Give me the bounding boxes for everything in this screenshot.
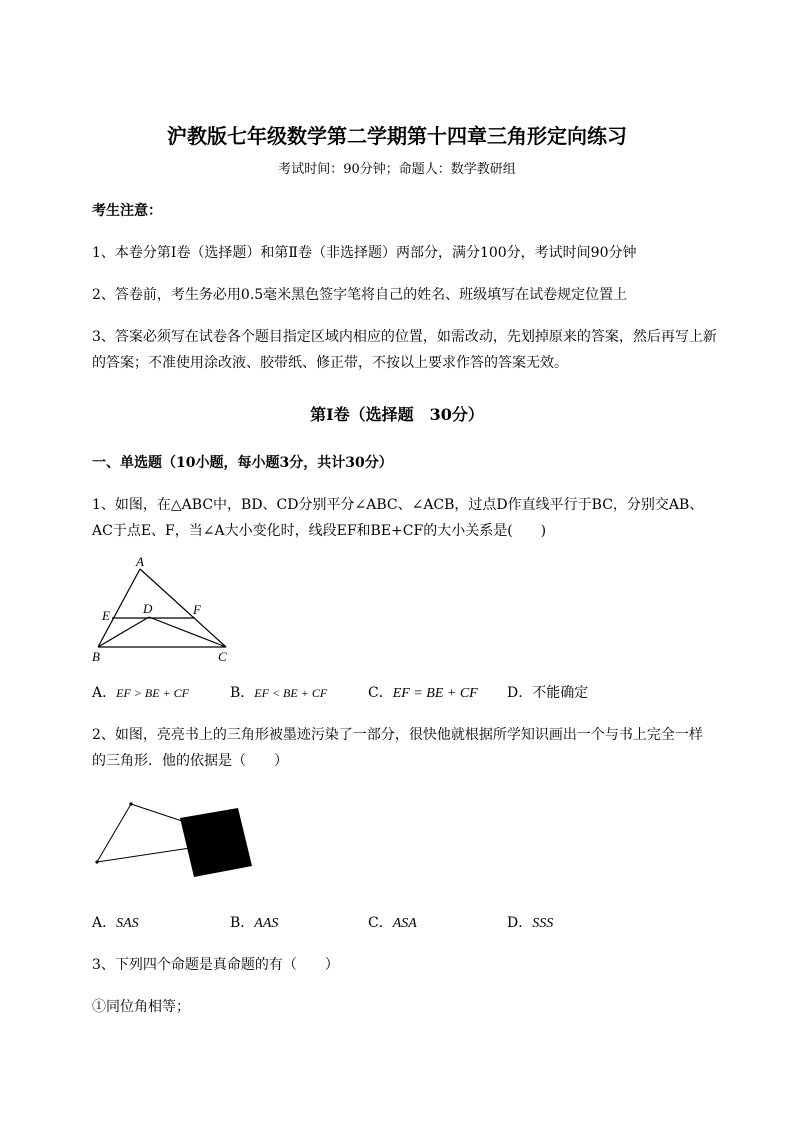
figure-label-d: D bbox=[143, 601, 153, 616]
ink-blot bbox=[180, 808, 252, 877]
exam-info: 考试时间：90分钟；命题人：数学教研组 bbox=[278, 162, 516, 177]
question-3-text: 3、下列四个命题是真命题的有（ ） bbox=[92, 957, 339, 973]
option-text: 不能确定 bbox=[532, 685, 589, 701]
option-text: SSS bbox=[532, 916, 554, 931]
figure-label-a: A bbox=[136, 554, 144, 569]
q2-option-b[interactable] bbox=[230, 912, 278, 932]
note-item-3: 3、答案必须写在试卷各个题目指定区域内相应的位置，如需改动，先划掉原来的答案，然后再写上新 bbox=[92, 329, 717, 345]
question-1-text-continued: AC于点E、F，当∠A大小变化时，线段EF和BE+CF的大小关系是( ) bbox=[92, 523, 547, 539]
q2-option-d[interactable] bbox=[507, 912, 553, 932]
option-letter: C． bbox=[368, 915, 393, 931]
question-3-item-1: ①同位角相等； bbox=[92, 999, 190, 1015]
option-text: SAS bbox=[116, 916, 139, 931]
note-item-3-continued: 的答案；不准使用涂改液、胶带纸、修正带，不按以上要求作答的答案无效。 bbox=[92, 355, 568, 371]
option-text: EF < BE + CF bbox=[254, 686, 328, 700]
page-title: 沪教版七年级数学第二学期第十四章三角形定向练习 bbox=[167, 124, 627, 148]
option-letter: A． bbox=[92, 685, 117, 701]
question-1-text: 1、如图，在△ABC中，BD、CD分别平分∠ABC、∠ACB，过点D作直线平行于BC，分别交AB、 bbox=[92, 497, 704, 513]
option-letter: A． bbox=[92, 915, 117, 931]
option-letter: D． bbox=[507, 685, 533, 701]
option-text: EF = BE + CF bbox=[392, 686, 478, 701]
option-text: EF > BE + CF bbox=[116, 686, 189, 700]
figure-label-b: B bbox=[92, 649, 100, 664]
section-title: 第I卷（选择题 30分） bbox=[310, 405, 484, 424]
figure-label-c: C bbox=[218, 649, 227, 664]
option-text: AAS bbox=[254, 916, 279, 931]
note-item-1: 1、本卷分第I卷（选择题）和第Ⅱ卷（非选择题）两部分，满分100分，考试时间90分钟 bbox=[92, 245, 637, 261]
figure-label-e: E bbox=[102, 608, 110, 623]
figure-label-f: F bbox=[193, 602, 201, 617]
option-text: ASA bbox=[392, 916, 417, 931]
q2-option-c[interactable] bbox=[368, 912, 417, 932]
notes-heading: 考生注意： bbox=[92, 203, 162, 219]
part-heading: 一、单选题（10小题，每小题3分，共计30分） bbox=[92, 455, 393, 471]
question-2-text-continued: 的三角形．他的依据是（ ） bbox=[92, 753, 288, 769]
note-item-2: 2、答卷前，考生务必用0.5毫米黑色签字笔将自己的姓名、班级填写在试卷规定位置上 bbox=[92, 287, 628, 303]
question-2-text: 2、如图，亮亮书上的三角形被墨迹污染了一部分，很快他就根据所学知识画出一个与书上完全一样 bbox=[92, 727, 703, 743]
option-letter: B． bbox=[230, 685, 255, 701]
option-letter: B． bbox=[230, 915, 255, 931]
option-letter: C． bbox=[368, 685, 393, 701]
option-letter: D． bbox=[507, 915, 533, 931]
q2-option-a[interactable] bbox=[92, 912, 139, 932]
